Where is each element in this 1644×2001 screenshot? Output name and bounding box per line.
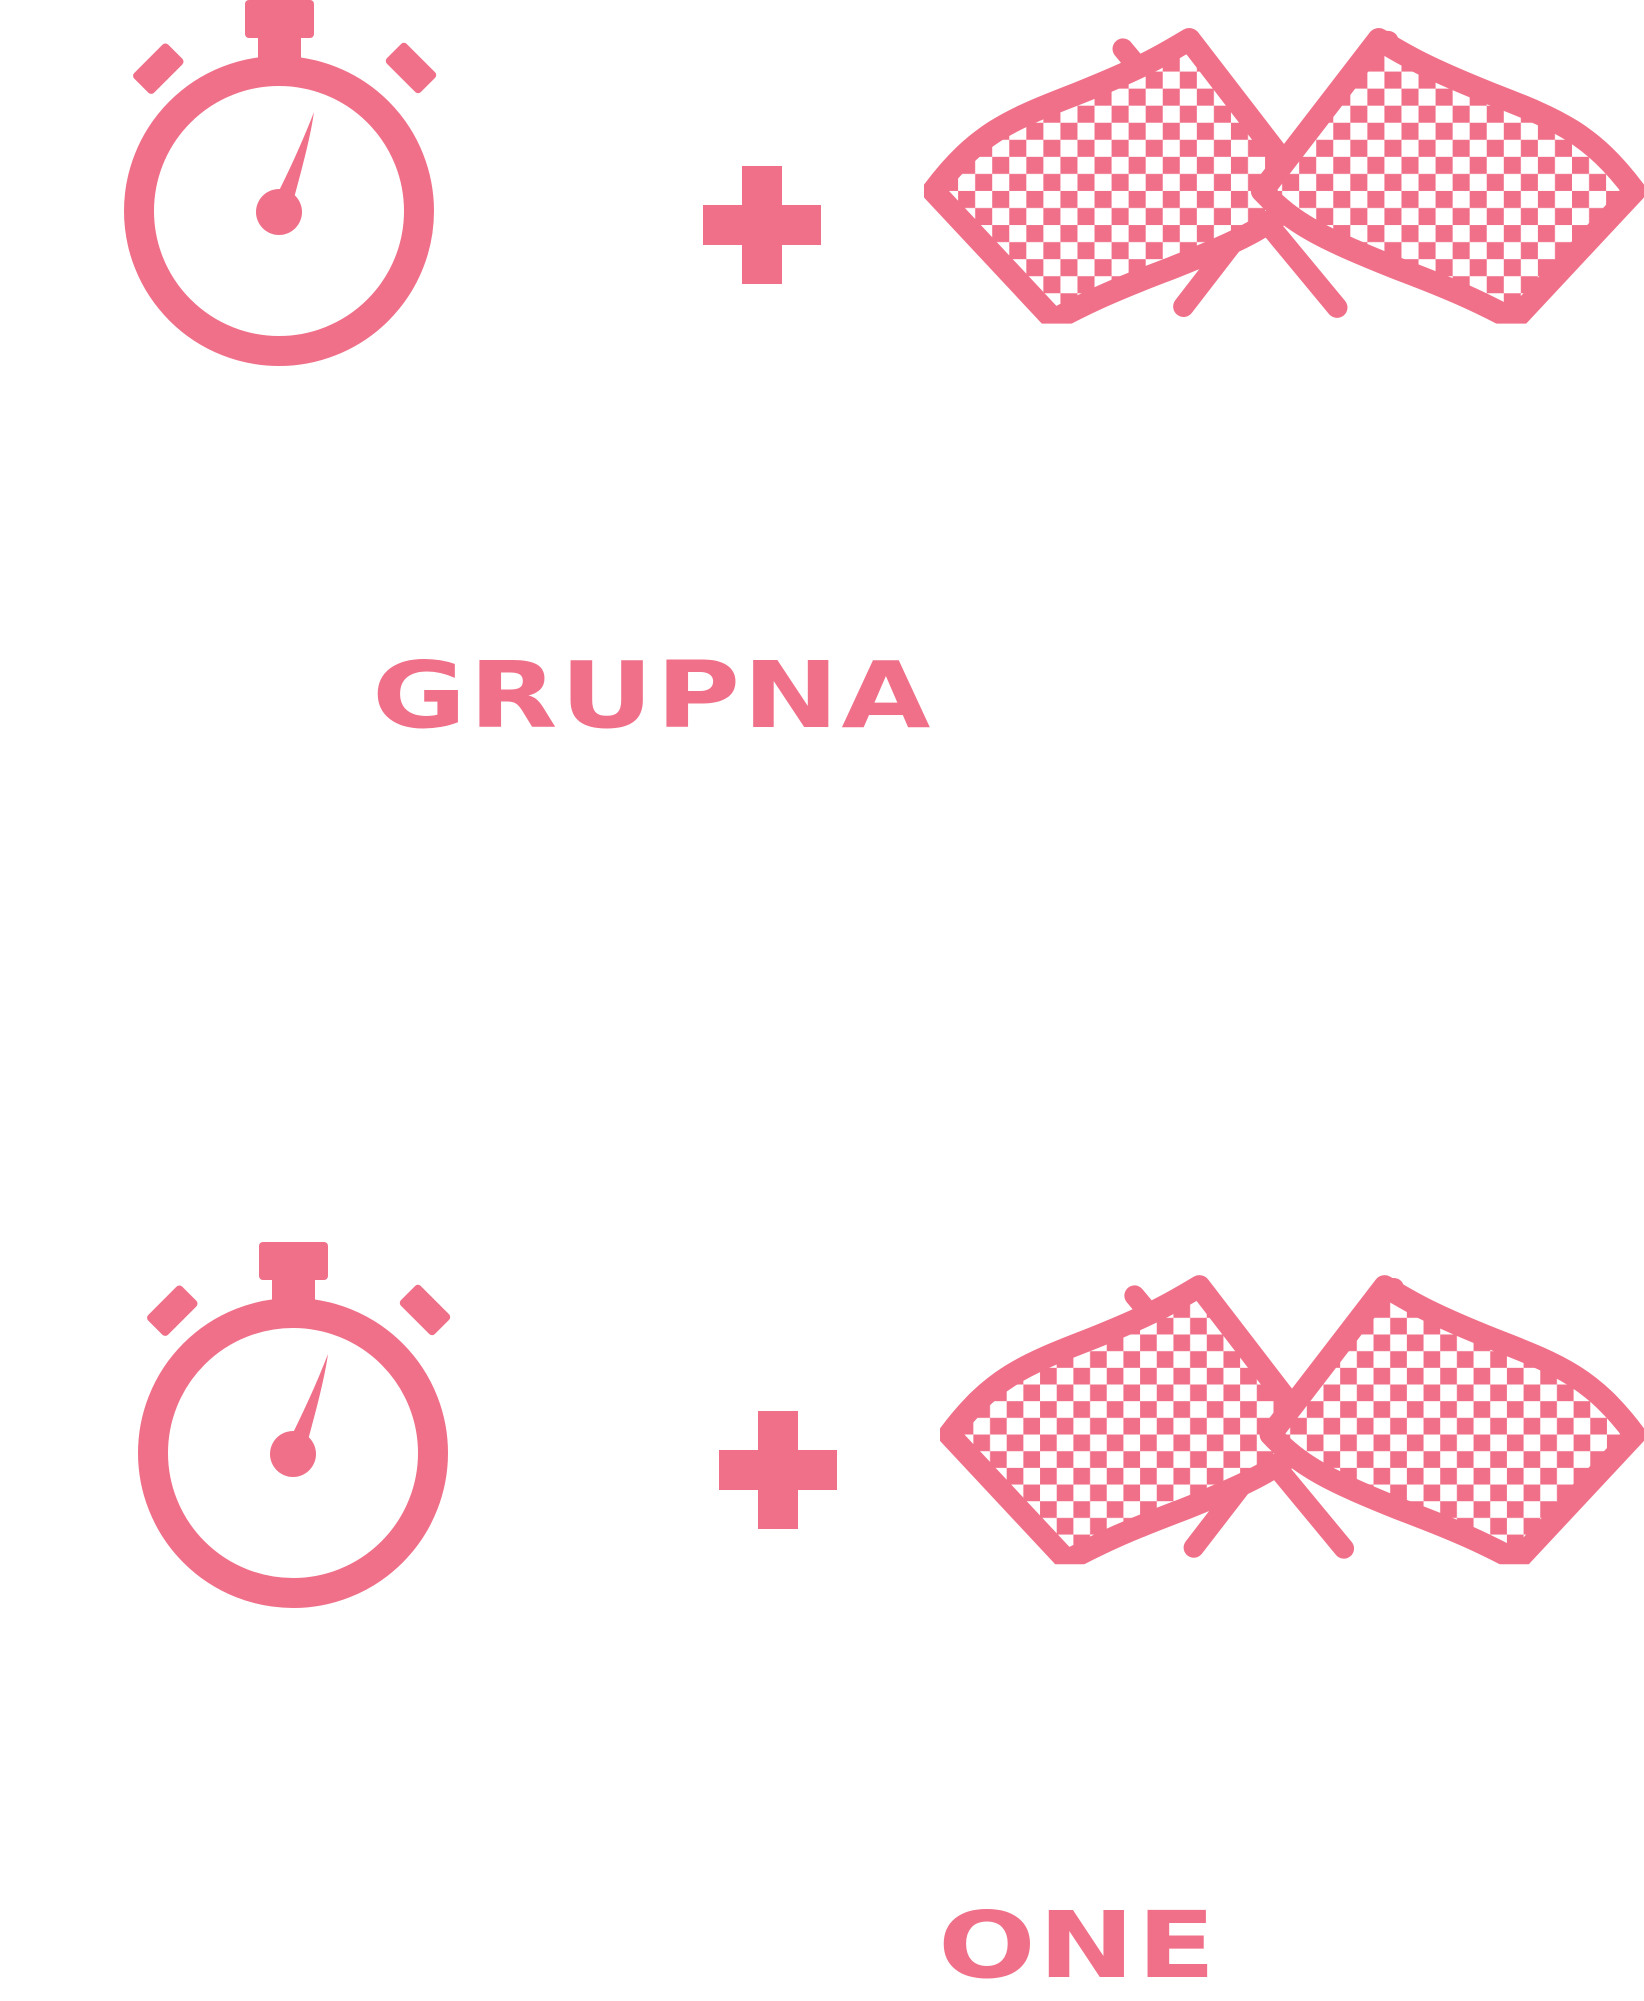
group-top <box>0 0 1644 1000</box>
stopwatch-icon <box>124 0 444 380</box>
plus-icon <box>719 1411 837 1529</box>
plus-icon <box>703 166 821 284</box>
crossed-checkered-flags-icon <box>924 12 1644 332</box>
stopwatch-icon <box>138 1242 458 1622</box>
group-bottom <box>0 1000 1644 2001</box>
group-label: GRUPNA <box>372 642 933 749</box>
crossed-checkered-flags-icon <box>940 1256 1644 1576</box>
group-label: ONE <box>938 1892 1219 1999</box>
